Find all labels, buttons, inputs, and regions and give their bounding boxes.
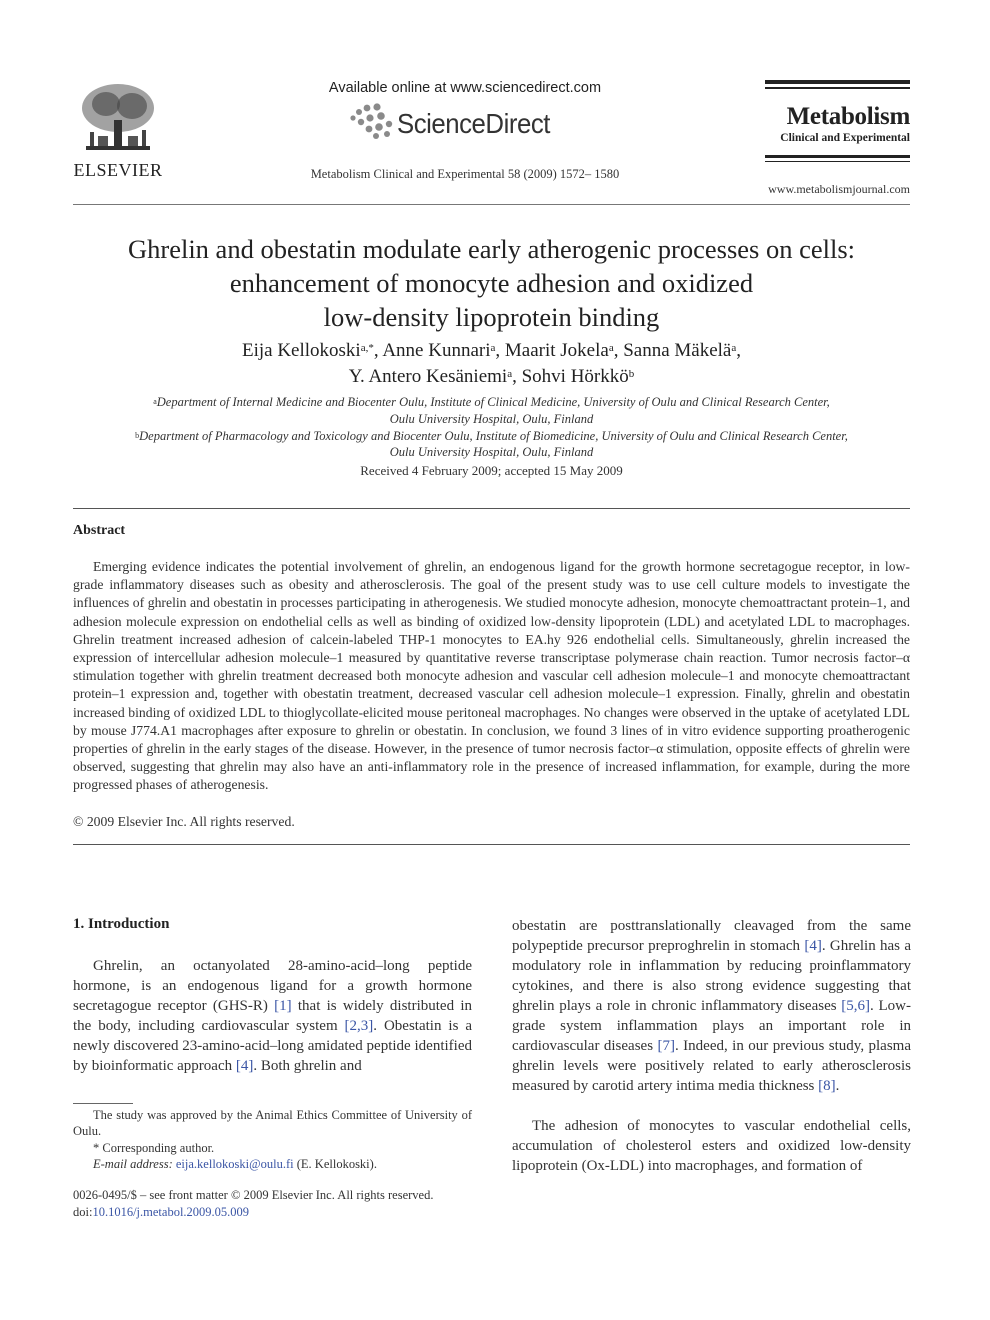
- paragraph-text: obestatin are posttranslationally cleavaged from the same polypeptide precursor preproghrelin in stomach: [512, 918, 911, 954]
- abstract-body: Emerging evidence indicates the potential involvement of ghrelin, an endogenous ligand for the growth hormone secretagogue receptor, in low-grade inflammatory diseases such as obesity and atherosclerosis. The goal of the present study was to use cell culture models to investigate the influences of ghrelin and obestatin in processes participating in atherogenesis. We studied monocyte adhesion, monocyte chemoattractant protein–1, and adhesion molecule expression on endothelial cells as well as binding of oxidized low-density lipoprotein (LDL) and acetylated LDL to macrophages. Ghrelin treatment increased adhesion of calcein-labeled THP-1 monocytes to EA.hy 926 endothelial cells. Simultaneously, ghrelin increased the expression of intercellular adhesion molecule–1 measured by quantitative reverse transcriptase polymerase chain reaction. Tumor necrosis factor–α stimulation together with ghrelin treatment decreased both monocyte adhesion and vascular cell adhesion molecule–1 and monocyte chemoattractant protein–1 expression and, together with obestatin treatment, decreased vascular cell adhesion molecule–1 expression. Finally, ghrelin and obestatin increased binding of oxidized LDL to thioglycollate-elicited mouse peritoneal macrophages. No changes were observed in the uptake of acetylated LDL by mouse J774.A1 macrophages after exposure to ghrelin or obestatin. In conclusion, we found 3 lines of in vitro evidence supporting proatherogenic properties of ghrelin in the early stages of the disease. However, in the presence of tumor necrosis factor–α stimulation, opposite effects of ghrelin were observed, suggesting that ghrelin may also have an anti-inflammatory role in the presence of increased inflammation, for example, during the more progressed phases of atherogenesis.: [73, 559, 910, 793]
- citation-link[interactable]: [1]: [274, 998, 292, 1014]
- author-affiliation-mark[interactable]: a: [507, 368, 513, 380]
- journal-name: Metabolism: [786, 103, 910, 130]
- author-name[interactable]: Sohvi Hörkkö: [521, 366, 629, 387]
- citation-link[interactable]: [4]: [804, 938, 822, 954]
- author-separator: ,: [495, 340, 505, 361]
- issn-line: 0026-0495/$ – see front matter © 2009 Elsevier Inc. All rights reserved.: [73, 1188, 434, 1202]
- paragraph-text: . Low-grade system inflammation plays an important role in cardiovascular diseases: [512, 998, 911, 1054]
- journal-citation: Metabolism Clinical and Experimental 58 (2009) 1572– 1580: [310, 167, 620, 181]
- affiliation-mark: a: [153, 397, 157, 406]
- doi-link[interactable]: 10.1016/j.metabol.2009.05.009: [92, 1204, 250, 1219]
- affiliation-text: Department of Internal Medicine and Biocenter Oulu, Institute of Clinical Medicine, University of Oulu and Clinical Research Center,: [156, 395, 830, 409]
- author-name[interactable]: Y. Antero Kesäniemi: [348, 366, 508, 387]
- author-line-2: [73, 364, 910, 390]
- intro-paragraph-right-2: The adhesion of monocytes to vascular endothelial cells, accumulation of cholesterol esters and oxidized low-density lipoprotein (Ox-LDL) into macrophages, and formation of: [512, 1118, 911, 1174]
- abstract-top-rule: [73, 508, 910, 509]
- journal-rule-thick: [765, 80, 910, 84]
- email-link[interactable]: eija.kellokoski@oulu.fi: [175, 1156, 294, 1171]
- title-line-3: low-density lipoprotein binding: [323, 302, 660, 332]
- journal-subtitle: Clinical and Experimental: [780, 132, 910, 144]
- doi-line: [73, 1204, 493, 1221]
- email-owner: (E. Kellokoski).: [293, 1156, 377, 1171]
- journal-rule-bottom: [765, 155, 910, 158]
- received-dates: Received 4 February 2009; accepted 15 May 2009: [360, 463, 623, 478]
- author-affiliation-mark[interactable]: b: [628, 368, 635, 380]
- title-line-2: enhancement of monocyte adhesion and oxidized: [229, 268, 754, 298]
- paragraph-text: . Ghrelin has a modulatory role in inflammation by reducing proinflammatory cytokines, and there is also strong evidence suggesting that ghrelin plays a role in chronic inflammatory diseases: [512, 938, 911, 1014]
- author-affiliation-mark[interactable]: a: [490, 342, 496, 354]
- journal-rule-bottom-thin: [765, 161, 910, 162]
- title-line-1: Ghrelin and obestatin modulate early atherogenic processes on cells:: [127, 234, 856, 264]
- citation-link[interactable]: [8]: [818, 1078, 836, 1094]
- sciencedirect-dots-icon: [345, 102, 395, 142]
- abstract-copyright: © 2009 Elsevier Inc. All rights reserved.: [73, 814, 295, 829]
- sciencedirect-wordmark: ScienceDirect: [397, 108, 550, 139]
- citation-link[interactable]: [4]: [235, 1058, 254, 1074]
- citation-link[interactable]: [7]: [657, 1038, 675, 1054]
- ethics-footnote: The study was approved by the Animal Ethics Committee of University of Oulu.: [73, 1108, 472, 1139]
- affiliations: [73, 394, 910, 461]
- article-title: [73, 232, 910, 334]
- abstract-heading: Abstract: [73, 523, 126, 538]
- author-line-1: [73, 338, 910, 364]
- paragraph-text: that is widely distributed in the body, including cardiovascular system: [73, 998, 472, 1034]
- author-name[interactable]: Anne Kunnari: [382, 340, 491, 361]
- journal-url-link[interactable]: www.metabolismjournal.com: [768, 182, 910, 196]
- affiliation-b-line-1: [73, 428, 910, 445]
- author-separator: ,: [736, 340, 741, 361]
- available-online-text[interactable]: Available online at www.sciencedirect.com: [328, 80, 602, 96]
- doi-label: doi:: [73, 1204, 93, 1219]
- author-separator: ,: [512, 366, 522, 387]
- intro-paragraph-right-1: [512, 916, 911, 1096]
- author-name[interactable]: Eija Kellokoski: [241, 340, 361, 361]
- author-separator: ,: [613, 340, 624, 361]
- affiliation-b-line-2: Oulu University Hospital, Oulu, Finland: [389, 445, 594, 460]
- author-list: [73, 338, 910, 390]
- author-affiliation-mark[interactable]: a: [608, 342, 614, 354]
- author-separator: ,: [373, 340, 383, 361]
- corresponding-author-footnote: * Corresponding author.: [93, 1140, 215, 1155]
- affiliation-mark: b: [135, 430, 140, 440]
- citation-link[interactable]: [2,3]: [344, 1018, 374, 1034]
- author-name[interactable]: Sanna Mäkelä: [623, 340, 732, 361]
- issn-block: [73, 1187, 493, 1220]
- affiliation-a-line-1: [73, 394, 910, 411]
- header-divider: [73, 204, 910, 205]
- journal-rule-thin: [765, 87, 910, 89]
- paragraph-text: . Indeed, in our previous study, plasma ghrelin levels were positively related to early atherosclerosis measured by carotid artery intima media thickness: [512, 1038, 911, 1094]
- elsevier-tree-icon: [76, 80, 160, 160]
- author-affiliation-mark[interactable]: a,*: [360, 342, 374, 354]
- footnote-rule: [73, 1103, 133, 1104]
- email-label: E-mail address:: [93, 1156, 173, 1171]
- author-affiliation-mark[interactable]: a: [731, 342, 737, 354]
- paragraph-text: . Obestatin is a newly discovered 23-amino-acid–long amidated peptide identified by bioinformatic approach: [73, 1018, 472, 1074]
- affiliation-text: Department of Pharmacology and Toxicology and Biocenter Oulu, Institute of Biomedicine, University of Oulu and Clinical Research Center,: [139, 428, 848, 443]
- elsevier-logo: [72, 80, 164, 180]
- intro-paragraph-left: [73, 956, 472, 1076]
- affiliation-a-line-2: Oulu University Hospital, Oulu, Finland: [389, 411, 594, 426]
- email-footnote: [73, 1156, 472, 1172]
- paragraph-text: .: [835, 1078, 840, 1094]
- paragraph-text: . Both ghrelin and: [253, 1058, 362, 1074]
- sciencedirect-logo[interactable]: [345, 102, 585, 144]
- section-heading: 1. Introduction: [73, 916, 170, 932]
- paragraph-text: Ghrelin, an octanyolated 28-amino-acid–long peptide hormone, is an endogenous ligand for a growth hormone secretagogue receptor (GHS-R): [73, 958, 472, 1014]
- author-name[interactable]: Maarit Jokela: [504, 340, 609, 361]
- publisher-name: ELSEVIER: [73, 160, 163, 180]
- footnotes: [73, 1107, 472, 1172]
- citation-link[interactable]: [5,6]: [841, 998, 871, 1014]
- abstract-bottom-rule: [73, 844, 910, 845]
